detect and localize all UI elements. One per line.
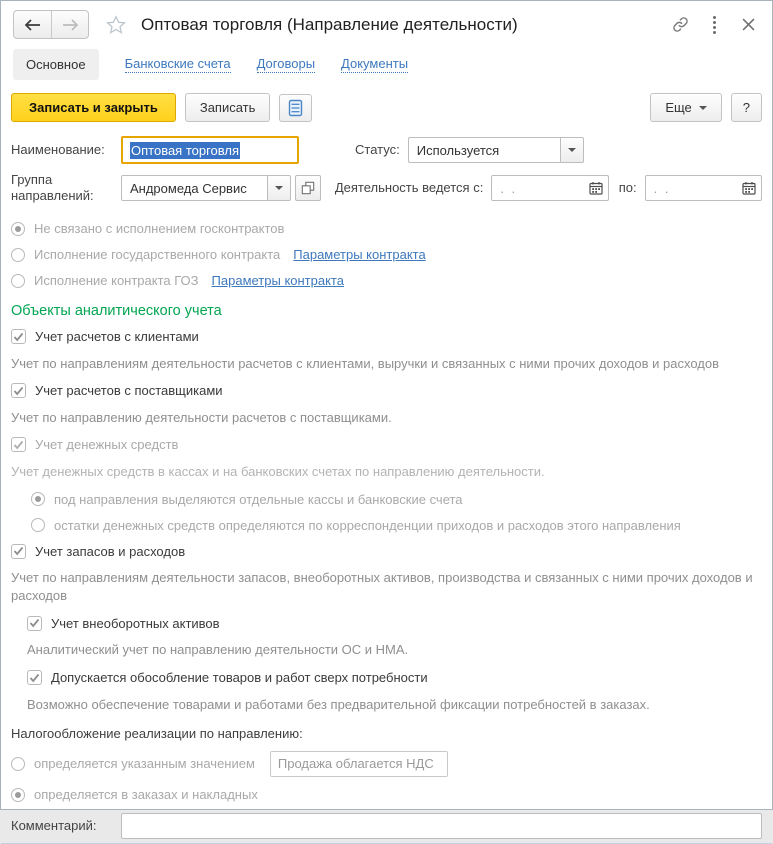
cash-checkbox-row[interactable] <box>11 437 762 453</box>
save-button[interactable]: Записать <box>185 93 271 122</box>
close-icon[interactable] <box>736 13 760 37</box>
checkbox-checked-icon <box>27 616 42 631</box>
contract-params-link[interactable]: Параметры контракта <box>211 273 344 288</box>
tax-value: Продажа облагается НДС <box>277 756 434 772</box>
favorite-star-icon[interactable] <box>105 14 127 36</box>
separation-checkbox-label: Допускается обособление товаров и работ сверх потребности <box>51 670 428 686</box>
back-arrow-icon <box>24 19 41 31</box>
link-icon[interactable] <box>668 13 692 37</box>
contract-option-none[interactable] <box>11 221 762 237</box>
chevron-down-icon <box>568 148 576 152</box>
fixed-assets-checkbox-row[interactable] <box>27 615 762 631</box>
fixed-assets-description: Аналитический учет по направлению деятельности ОС и НМА. <box>27 642 409 658</box>
activity-from-placeholder: . . <box>500 180 518 196</box>
separation-description: Возможно обеспечение товарами и работами без предварительной фиксации потребностей в заказах. <box>27 696 650 712</box>
group-value: Андромеда Сервис <box>121 175 267 201</box>
suppliers-checkbox-label: Учет расчетов с поставщиками <box>35 383 223 399</box>
analytics-section-header: Объекты аналитического учета <box>11 302 222 319</box>
inventory-checkbox-row[interactable] <box>11 543 762 559</box>
clients-checkbox-label: Учет расчетов с клиентами <box>35 329 199 344</box>
tab-bank-accounts[interactable]: Банковские счета <box>124 56 231 71</box>
contract-option-label: Исполнение контракта ГОЗ <box>34 273 199 288</box>
radio-icon <box>11 274 25 288</box>
calendar-icon[interactable] <box>742 181 756 195</box>
structure-icon <box>288 99 303 117</box>
tax-option1-label: определяется указанным значением <box>34 756 255 772</box>
clients-checkbox-row[interactable] <box>11 329 762 345</box>
status-value: Используется <box>408 137 560 163</box>
tab-bar <box>1 43 772 90</box>
more-button-label: Еще <box>665 100 692 115</box>
calendar-icon[interactable] <box>589 181 603 195</box>
cash-option1-label: под направления выделяются отдельные кассы и банковские счета <box>54 491 463 507</box>
page-title: Оптовая торговля (Направление деятельности) <box>141 14 518 34</box>
titlebar <box>1 1 772 43</box>
forward-arrow-icon <box>62 19 79 31</box>
tax-option1-row[interactable] <box>11 751 762 777</box>
tax-option2-label: определяется в заказах и накладных <box>34 787 258 803</box>
checkbox-checked-icon <box>11 437 26 452</box>
help-button[interactable]: ? <box>731 93 762 122</box>
cash-description: Учет денежных средств в кассах и на банковских счетах по направлению деятельности. <box>11 463 545 479</box>
tab-documents[interactable]: Документы <box>341 56 409 71</box>
status-label: Статус: <box>355 141 400 157</box>
contract-option-label: Исполнение государственного контракта <box>34 247 281 262</box>
group-open-button[interactable] <box>295 175 321 201</box>
comment-input[interactable] <box>121 813 762 839</box>
group-select[interactable] <box>121 175 291 201</box>
radio-icon <box>11 222 25 236</box>
fixed-assets-checkbox-label: Учет внеоборотных активов <box>51 615 220 631</box>
cash-option2-label: остатки денежных средств определяются по корреспонденции приходов и расходов этого направления <box>54 517 681 533</box>
save-close-button[interactable]: Записать и закрыть <box>11 93 176 122</box>
activity-from-input[interactable] <box>491 175 608 201</box>
activity-label: Деятельность ведется с: <box>334 180 484 196</box>
cash-option1-row[interactable] <box>31 491 762 507</box>
radio-icon <box>11 248 25 262</box>
structure-button[interactable] <box>279 94 312 122</box>
form-area <box>1 130 772 843</box>
cash-option2-row[interactable] <box>31 517 762 533</box>
tax-section-header: Налогообложение реализации по направлению: <box>11 725 303 741</box>
back-button[interactable] <box>14 11 51 38</box>
tax-option2-row[interactable] <box>11 787 762 803</box>
radio-icon <box>11 757 25 771</box>
status-dropdown-button[interactable] <box>560 137 584 163</box>
cash-checkbox-label: Учет денежных средств <box>35 437 179 453</box>
checkbox-checked-icon <box>11 329 26 344</box>
nav-button-group <box>13 10 89 39</box>
contract-option-state[interactable] <box>11 247 762 263</box>
tax-value-input[interactable] <box>270 751 448 777</box>
suppliers-description: Учет по направлению деятельности расчетов с поставщиками. <box>11 409 392 425</box>
separation-checkbox-row[interactable] <box>27 670 762 686</box>
name-input[interactable] <box>121 136 299 164</box>
activity-to-placeholder: . . <box>653 180 671 196</box>
checkbox-checked-icon <box>11 383 26 398</box>
command-bar <box>1 90 772 130</box>
name-value: Оптовая торговля <box>131 142 240 158</box>
radio-icon <box>31 492 45 506</box>
radio-icon <box>31 518 45 532</box>
open-form-icon <box>301 181 315 195</box>
clients-description: Учет по направлениям деятельности расчетов с клиентами, выручки и связанных с ними прочих доходов и расходов <box>11 355 720 371</box>
chevron-down-icon <box>275 186 283 190</box>
group-dropdown-button[interactable] <box>267 175 291 201</box>
group-label: Группа направлений: <box>11 172 94 204</box>
inventory-checkbox-label: Учет запасов и расходов <box>35 543 186 559</box>
inventory-description: Учет по направлениям деятельности запасов, внеоборотных активов, производства и связанных с ними прочих доходов и расходов <box>11 570 753 604</box>
more-button[interactable] <box>650 93 721 122</box>
suppliers-checkbox-row[interactable] <box>11 383 762 399</box>
checkbox-checked-icon <box>11 544 26 559</box>
checkbox-checked-icon <box>27 670 42 685</box>
contract-params-link[interactable]: Параметры контракта <box>293 247 426 262</box>
to-label: по: <box>618 180 637 196</box>
status-select[interactable] <box>408 137 584 163</box>
tab-main[interactable]: Основное <box>13 49 99 80</box>
radio-icon <box>11 788 25 802</box>
tab-contracts[interactable]: Договоры <box>256 56 316 71</box>
chevron-down-icon <box>699 106 707 110</box>
comment-label: Комментарий: <box>11 817 97 833</box>
contract-option-goz[interactable] <box>11 273 762 289</box>
more-menu-icon[interactable] <box>702 13 726 37</box>
contract-option-label: Не связано с исполнением госконтрактов <box>34 221 285 236</box>
name-label: Наименование: <box>11 141 105 157</box>
forward-button[interactable] <box>51 11 88 38</box>
activity-to-input[interactable] <box>645 175 762 201</box>
